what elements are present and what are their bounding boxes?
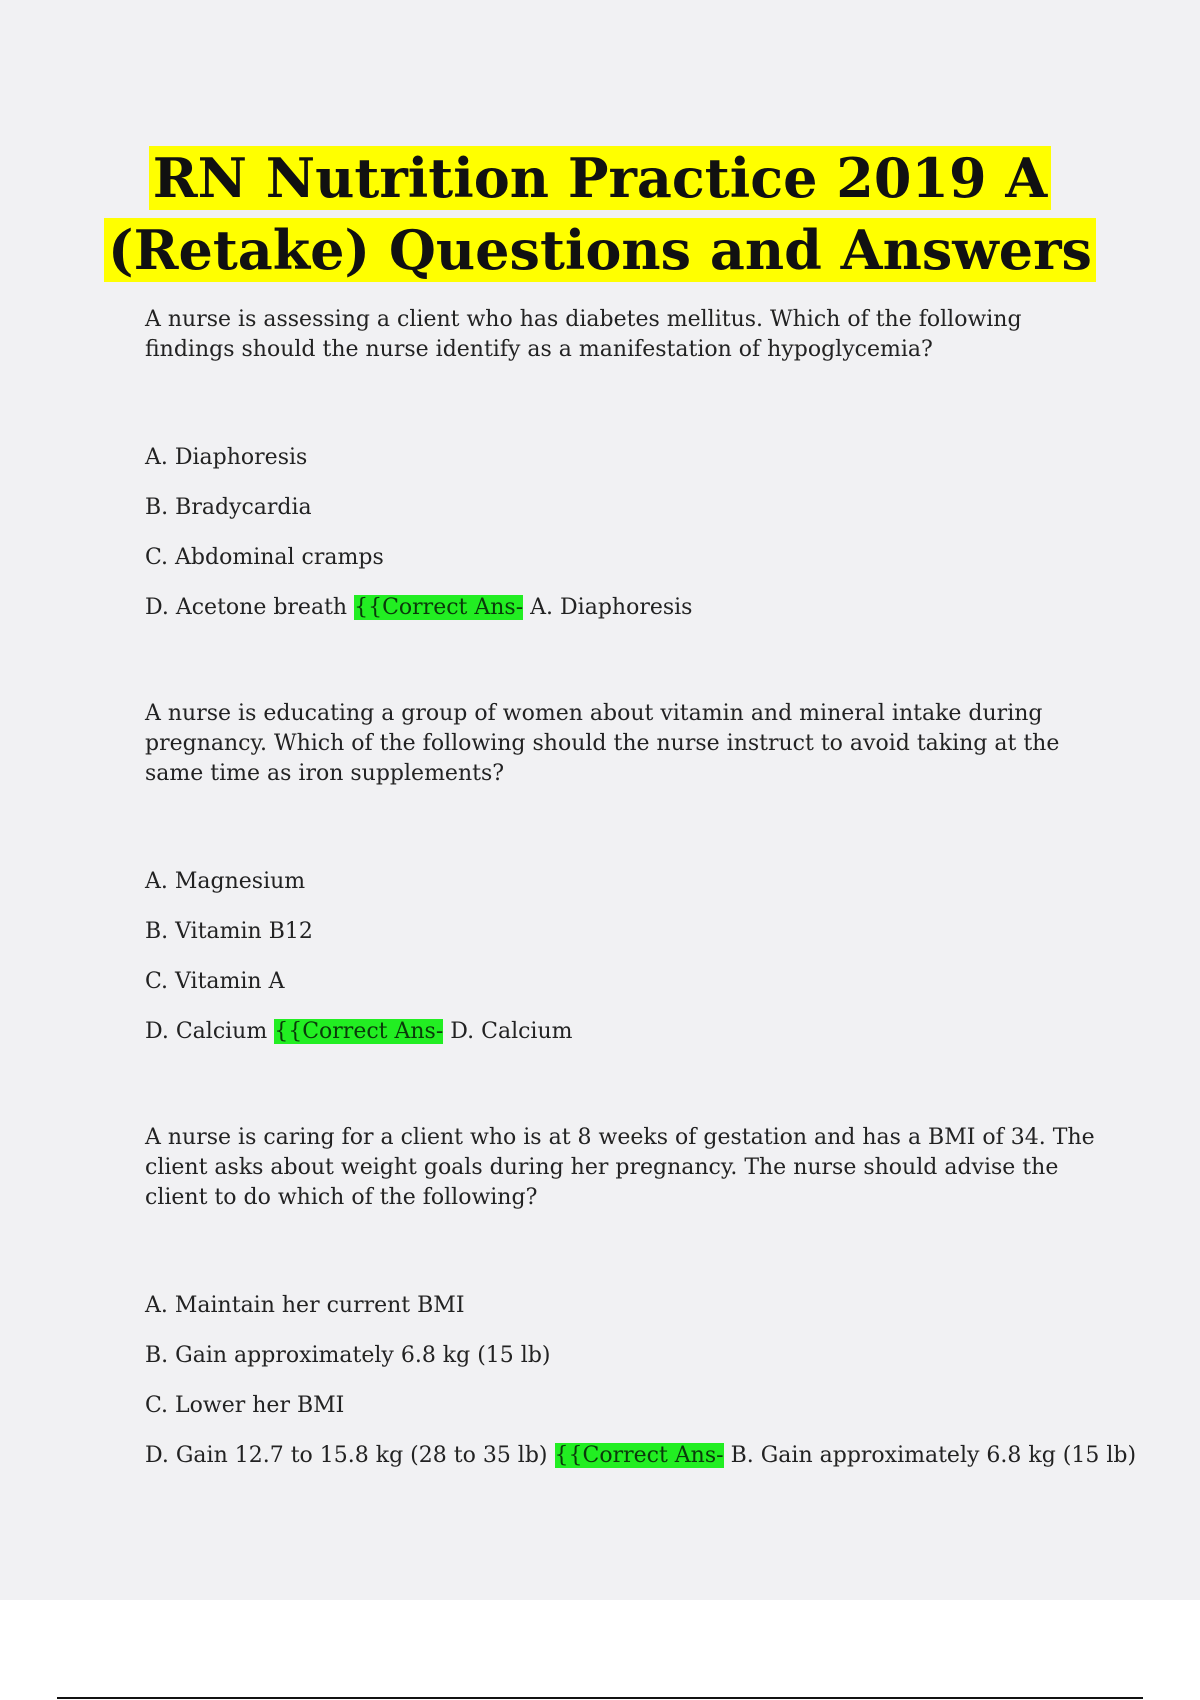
correct-answer-tag: {{Correct Ans- — [274, 1019, 444, 1044]
option-b: B. Bradycardia — [145, 495, 312, 520]
option-c: C. Abdominal cramps — [145, 545, 384, 570]
option-d-with-answer — [145, 593, 1095, 623]
question-text: A nurse is assessing a client who has diabetes mellitus. Which of the following findings should the nurse identify as a manifestation of hypoglycemia? — [145, 307, 1022, 362]
option-a: A. Diaphoresis — [145, 445, 308, 470]
question-block-1 — [145, 305, 1095, 623]
question-block-3 — [145, 1123, 1137, 1471]
correct-answer-tag: {{Correct Ans- — [354, 595, 524, 620]
correct-answer: A. Diaphoresis — [530, 595, 693, 620]
title-line-2: (Retake) Questions and Answers — [104, 218, 1096, 282]
question-text: A nurse is caring for a client who is at 8 weeks of gestation and has a BMI of 34. The client asks about weight goals during her pregnancy. The nurse should advise the client to do which of the following? — [145, 1125, 1095, 1210]
option-d: D. Gain 12.7 to 15.8 kg (28 to 35 lb) — [145, 1443, 548, 1468]
option-b: B. Gain approximately 6.8 kg (15 lb) — [145, 1343, 551, 1368]
document-title — [0, 142, 1200, 286]
title-line-1: RN Nutrition Practice 2019 A — [149, 146, 1052, 210]
correct-answer: D. Calcium — [450, 1019, 573, 1044]
option-d: D. Acetone breath — [145, 595, 348, 620]
correct-answer: B. Gain approximately 6.8 kg (15 lb) — [730, 1443, 1137, 1468]
question-block-2 — [145, 699, 1095, 1047]
option-c: C. Lower her BMI — [145, 1393, 345, 1418]
footer-divider — [57, 1697, 1143, 1699]
question-list — [145, 305, 1137, 1547]
option-a: A. Maintain her current BMI — [145, 1293, 465, 1318]
option-d-with-answer — [145, 1441, 1137, 1471]
option-c: C. Vitamin A — [145, 969, 285, 994]
option-d-with-answer — [145, 1017, 1095, 1047]
option-d: D. Calcium — [145, 1019, 268, 1044]
option-a: A. Magnesium — [145, 869, 306, 894]
option-b: B. Vitamin B12 — [145, 919, 313, 944]
question-text: A nurse is educating a group of women about vitamin and mineral intake during pregnancy. Which of the following should the nurse instruct to avoid taking at the same time as iron supplements? — [145, 701, 1060, 786]
correct-answer-tag: {{Correct Ans- — [554, 1443, 724, 1468]
